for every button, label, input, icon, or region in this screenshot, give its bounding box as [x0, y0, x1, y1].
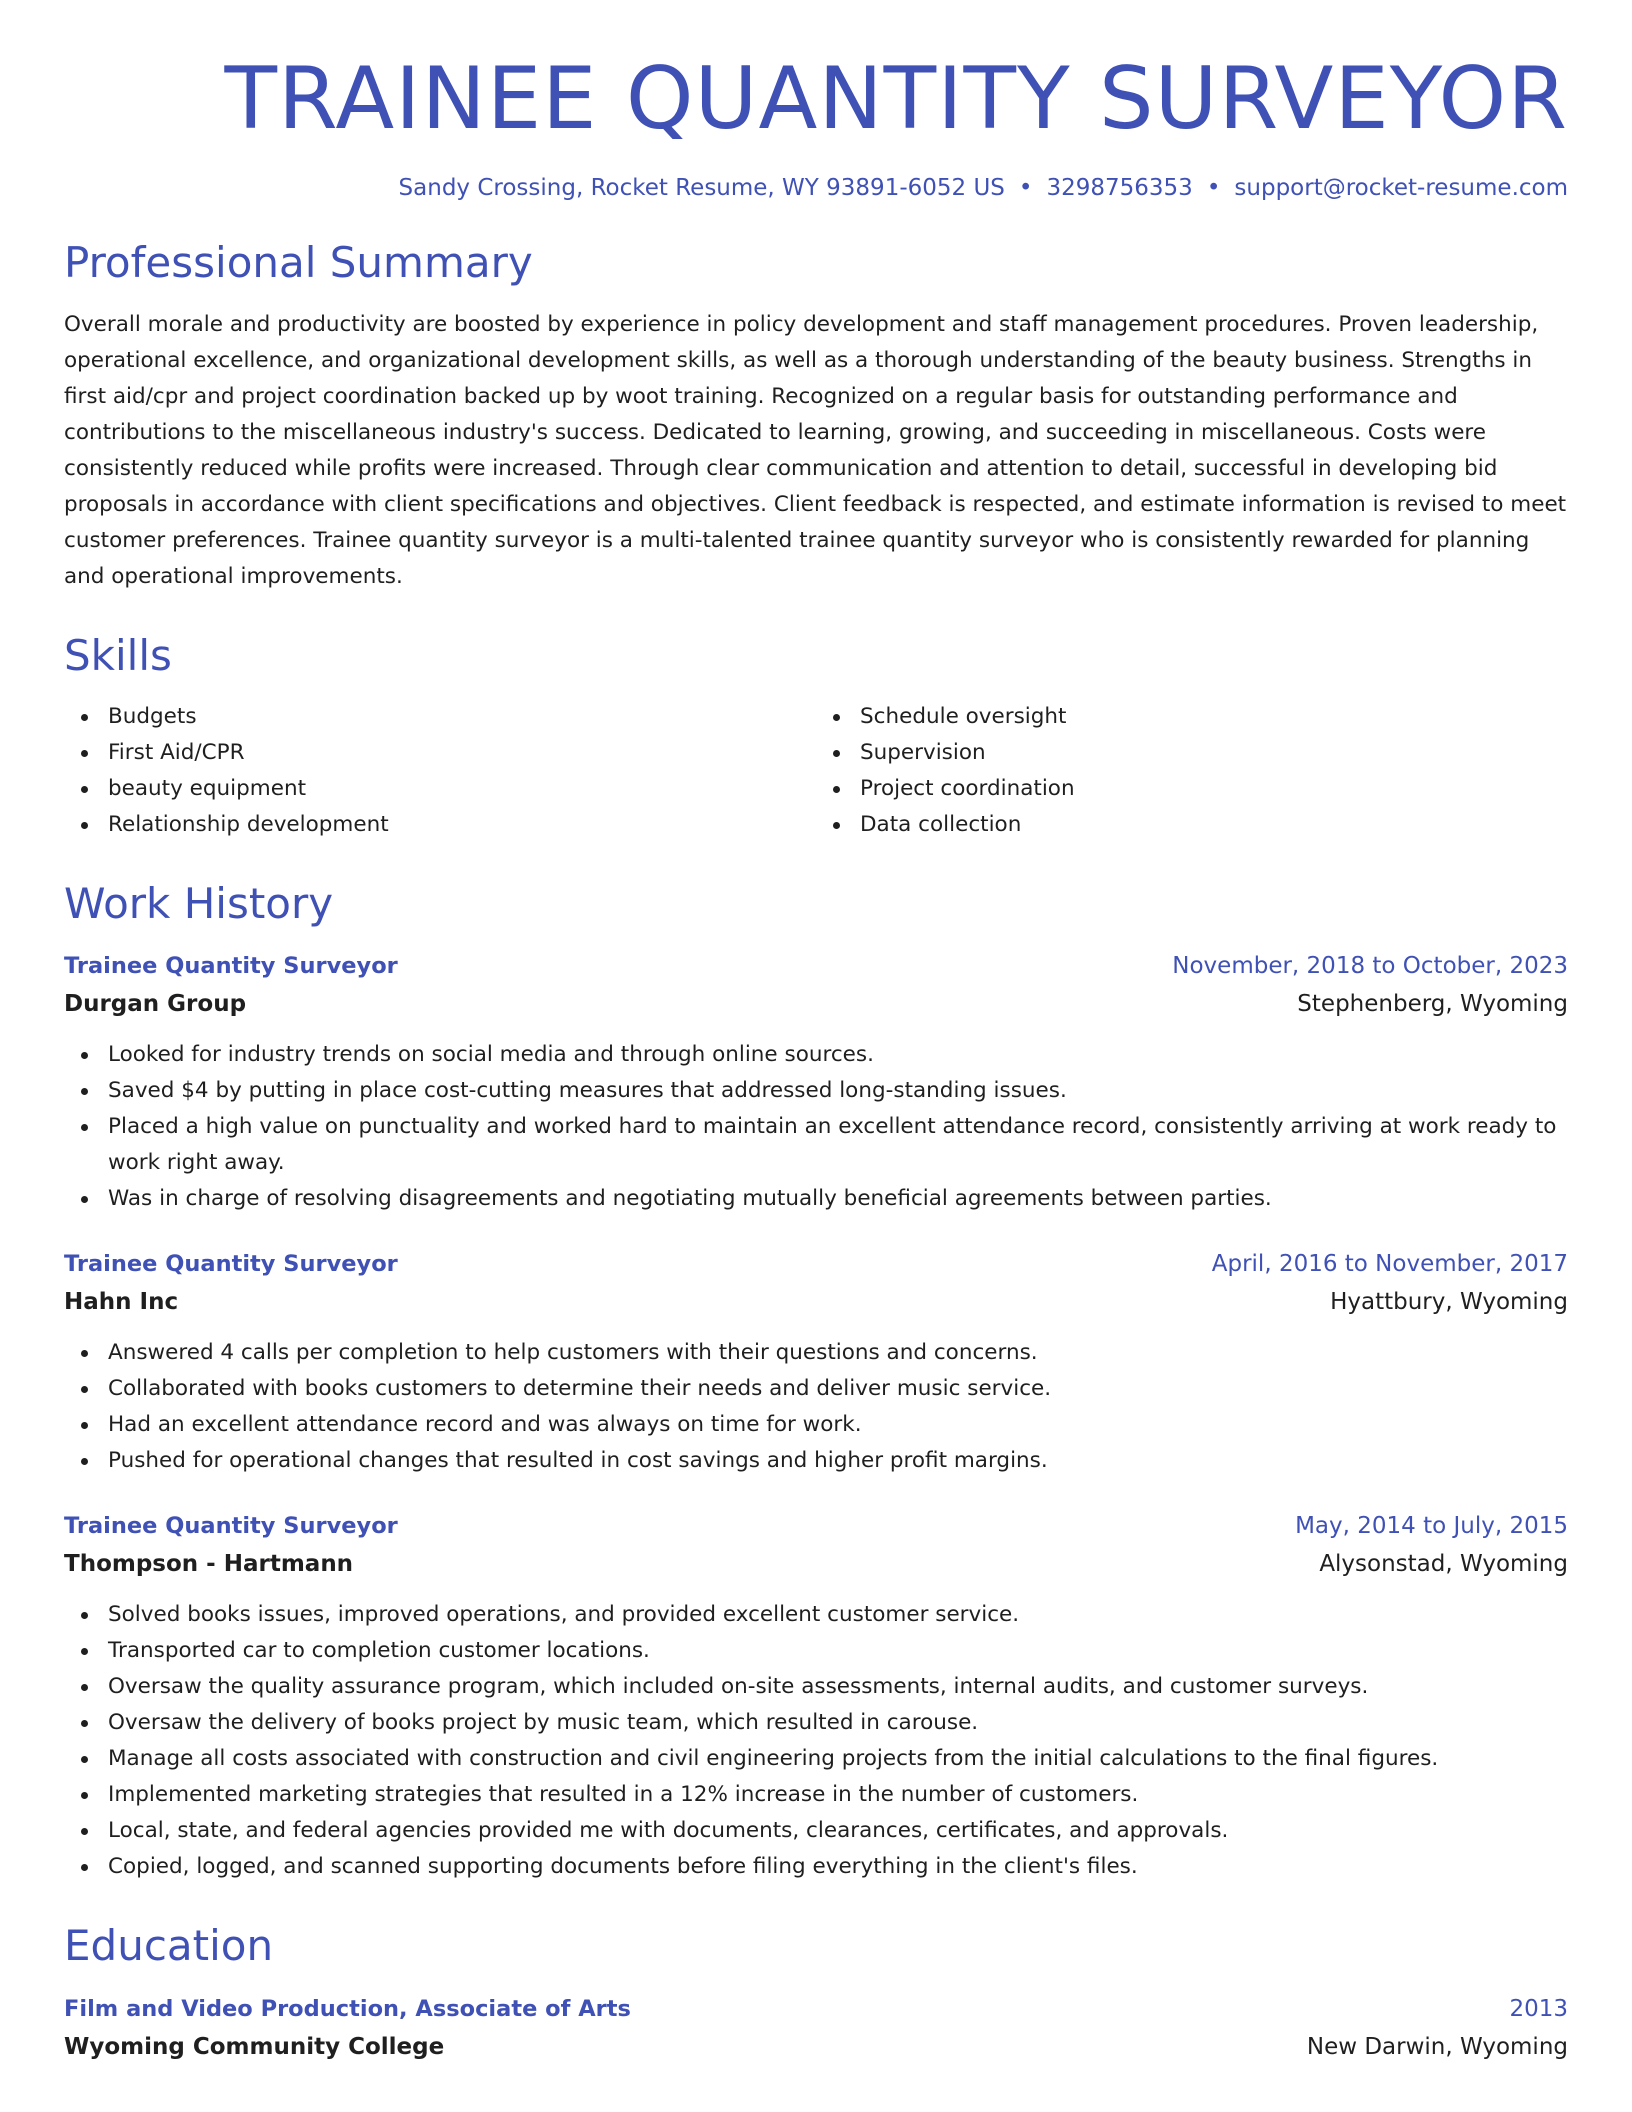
job-bullet: Copied, logged, and scanned supporting documents before filing everything in the client's files. — [64, 1849, 1568, 1885]
skill-item: Relationship development — [64, 807, 816, 843]
education-location: New Darwin, Wyoming — [1306, 2033, 1568, 2060]
skills-list — [64, 699, 1568, 843]
job-bullet: Solved books issues, improved operations, and provided excellent customer service. — [64, 1597, 1568, 1633]
job-company: Durgan Group — [64, 991, 247, 1018]
job-bullet: Looked for industry trends on social media and through online sources. — [64, 1037, 1568, 1073]
skill-item: Project coordination — [816, 771, 1568, 807]
job-bullet: Manage all costs associated with construction and civil engineering projects from the initial calculations to the final figures. — [64, 1741, 1568, 1777]
job-bullet: Local, state, and federal agencies provided me with documents, clearances, certificates, and approvals. — [64, 1813, 1568, 1849]
contact-separator: • — [1018, 174, 1033, 201]
education-heading: Education — [64, 1921, 274, 1971]
job-bullet: Oversaw the delivery of books project by music team, which resulted in carouse. — [64, 1705, 1568, 1741]
job-bullets — [64, 1037, 1568, 1217]
skill-item: Budgets — [64, 699, 816, 735]
skill-item: Supervision — [816, 735, 1568, 771]
contact-email[interactable]: support@rocket-resume.com — [1234, 174, 1568, 201]
job-title: Trainee Quantity Surveyor — [64, 953, 398, 980]
job-bullets — [64, 1335, 1568, 1479]
job-dates: November, 2018 to October, 2023 — [1172, 953, 1568, 980]
job-bullet: Answered 4 calls per completion to help customers with their questions and concerns. — [64, 1335, 1568, 1371]
skill-item: Schedule oversight — [816, 699, 1568, 735]
contact-phone: 3298756353 — [1046, 174, 1193, 201]
job-company: Hahn Inc — [64, 1289, 179, 1316]
summary-heading: Professional Summary — [64, 238, 533, 288]
job-bullet: Was in charge of resolving disagreements and negotiating mutually beneficial agreements between parties. — [64, 1181, 1568, 1217]
job-location: Alysonstad, Wyoming — [1319, 1551, 1568, 1578]
job-bullet: Had an excellent attendance record and was always on time for work. — [64, 1407, 1568, 1443]
skills-column-left — [64, 699, 816, 843]
job-entry — [64, 1245, 1568, 1479]
job-title: Trainee Quantity Surveyor — [64, 1251, 398, 1278]
education-entry — [64, 1990, 1568, 2066]
job-company: Thompson - Hartmann — [64, 1551, 354, 1578]
job-location: Hyattbury, Wyoming — [1330, 1289, 1568, 1316]
job-bullet: Oversaw the quality assurance program, which included on-site assessments, internal audits, and customer surveys. — [64, 1669, 1568, 1705]
skills-column-right — [816, 699, 1568, 843]
skill-item: beauty equipment — [64, 771, 816, 807]
job-bullet: Pushed for operational changes that resulted in cost savings and higher profit margins. — [64, 1443, 1568, 1479]
job-title: Trainee Quantity Surveyor — [64, 1513, 398, 1540]
summary-text: Overall morale and productivity are boosted by experience in policy development and staff management procedures. Proven leadership, operational excellence, and organizational development skills, as well as a thorough understanding of the beauty business. Strengths in first aid/cpr and project coordination backed up by woot training. Recognized on a regular basis for outstanding performance and contributions to the miscellaneous industry's success. Dedicated to learning, growing, and succeeding in miscellaneous. Costs were consistently reduced while profits were increased. Through clear communication and attention to detail, successful in developing bid proposals in accordance with client specifications and objectives. Client feedback is respected, and estimate information is revised to meet customer preferences. Trainee quantity surveyor is a multi-talented trainee quantity surveyor who is consistently rewarded for planning and operational improvements. — [64, 311, 1567, 589]
job-entry — [64, 1507, 1568, 1885]
job-bullet: Placed a high value on punctuality and worked hard to maintain an excellent attendance record, consistently arriving at work ready to work right away. — [64, 1109, 1568, 1181]
job-bullets — [64, 1597, 1568, 1885]
education-school: Wyoming Community College — [64, 2033, 445, 2060]
contact-address: Sandy Crossing, Rocket Resume, WY 93891-6052 US — [398, 174, 1005, 201]
job-bullet: Saved $4 by putting in place cost-cutting measures that addressed long-standing issues. — [64, 1073, 1568, 1109]
education-year: 2013 — [1509, 1995, 1568, 2022]
job-dates: April, 2016 to November, 2017 — [1211, 1251, 1568, 1278]
job-location: Stephenberg, Wyoming — [1297, 991, 1568, 1018]
job-dates: May, 2014 to July, 2015 — [1295, 1513, 1568, 1540]
contact-separator: • — [1206, 174, 1221, 201]
job-bullet: Collaborated with books customers to determine their needs and deliver music service. — [64, 1371, 1568, 1407]
job-entry — [64, 947, 1568, 1217]
contact-line — [64, 175, 1568, 203]
work-history-heading: Work History — [64, 878, 334, 928]
education-degree: Film and Video Production, Associate of Arts — [64, 1995, 631, 2022]
job-bullet: Implemented marketing strategies that resulted in a 12% increase in the number of customers. — [64, 1777, 1568, 1813]
resume-name: TRAINEE QUANTITY SURVEYOR — [224, 49, 1568, 149]
job-bullet: Transported car to completion customer locations. — [64, 1633, 1568, 1669]
skills-heading: Skills — [64, 630, 172, 680]
skill-item: Data collection — [816, 807, 1568, 843]
skill-item: First Aid/CPR — [64, 735, 816, 771]
